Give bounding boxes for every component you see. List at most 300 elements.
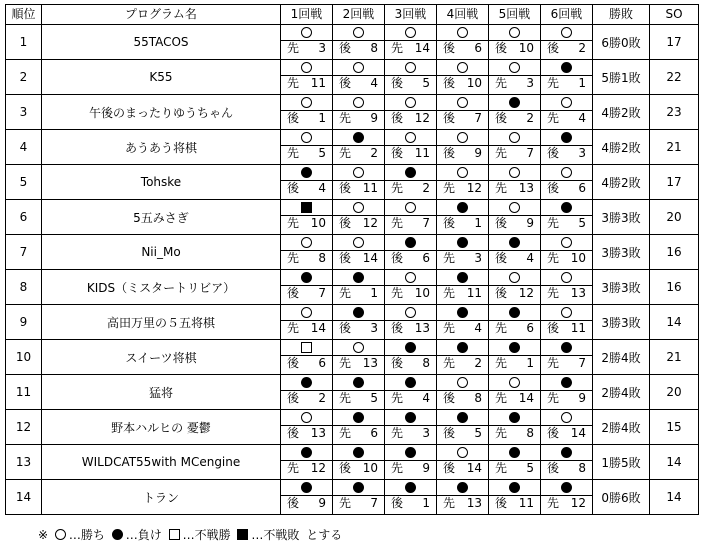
match-result bbox=[541, 95, 592, 110]
turn-order: 後 bbox=[495, 41, 508, 55]
rank-cell: 7 bbox=[6, 235, 42, 270]
loss-dot-icon bbox=[353, 307, 364, 318]
match-result bbox=[489, 165, 540, 180]
opponent-rank: 5 bbox=[370, 391, 378, 405]
rank-cell: 11 bbox=[6, 375, 42, 410]
loss-dot-icon bbox=[561, 342, 572, 353]
opponent-rank: 8 bbox=[578, 461, 586, 475]
match-result bbox=[437, 130, 488, 145]
opponent-info bbox=[541, 425, 592, 441]
opponent-rank: 11 bbox=[310, 76, 326, 90]
opponent-info bbox=[437, 355, 488, 371]
loss-dot-icon bbox=[509, 447, 520, 458]
opponent-info bbox=[437, 285, 488, 301]
opponent-rank: 13 bbox=[362, 356, 378, 370]
loss-dot-icon bbox=[509, 482, 520, 493]
match-cell bbox=[385, 305, 437, 340]
match-cell bbox=[385, 480, 437, 515]
match-cell bbox=[437, 25, 489, 60]
loss-dot-icon bbox=[457, 412, 468, 423]
match-cell bbox=[281, 375, 333, 410]
opponent-info bbox=[281, 285, 332, 301]
turn-order: 先 bbox=[443, 181, 456, 195]
turn-order: 後 bbox=[495, 286, 508, 300]
opponent-rank: 8 bbox=[422, 356, 430, 370]
legend-loss: …負け bbox=[125, 528, 162, 542]
match-cell bbox=[333, 60, 385, 95]
loss-dot-icon bbox=[509, 342, 520, 353]
opponent-info bbox=[281, 425, 332, 441]
opponent-rank: 12 bbox=[570, 496, 586, 510]
results-body bbox=[6, 25, 699, 515]
table-row bbox=[6, 375, 699, 410]
match-result bbox=[385, 375, 436, 390]
match-result bbox=[541, 25, 592, 40]
turn-order: 後 bbox=[443, 391, 456, 405]
win-circle-icon bbox=[561, 412, 572, 423]
match-result bbox=[385, 480, 436, 495]
turn-order: 後 bbox=[287, 426, 300, 440]
opponent-rank: 11 bbox=[466, 286, 482, 300]
record-cell: 4勝2敗 bbox=[593, 95, 650, 130]
opponent-rank: 3 bbox=[422, 426, 430, 440]
rank-cell: 13 bbox=[6, 445, 42, 480]
turn-order: 後 bbox=[443, 146, 456, 160]
loss-dot-icon bbox=[353, 272, 364, 283]
turn-order: 先 bbox=[495, 76, 508, 90]
program-name-cell: 55TACOS bbox=[42, 25, 281, 60]
match-result bbox=[281, 235, 332, 250]
program-name-cell: Tohske bbox=[42, 165, 281, 200]
match-result bbox=[489, 95, 540, 110]
legend-forfeit-loss: …不戦敗 bbox=[251, 528, 300, 542]
turn-order: 先 bbox=[547, 496, 560, 510]
turn-order: 後 bbox=[339, 181, 352, 195]
round-5-header: 5回戦 bbox=[489, 5, 541, 25]
match-result bbox=[385, 340, 436, 355]
opponent-rank: 4 bbox=[318, 181, 326, 195]
win-circle-icon bbox=[301, 27, 312, 38]
match-cell bbox=[541, 340, 593, 375]
opponent-info bbox=[489, 460, 540, 476]
match-cell bbox=[281, 200, 333, 235]
opponent-rank: 2 bbox=[370, 146, 378, 160]
win-circle-icon bbox=[561, 97, 572, 108]
win-circle-icon bbox=[509, 272, 520, 283]
match-result bbox=[333, 25, 384, 40]
opponent-rank: 8 bbox=[526, 426, 534, 440]
match-result bbox=[281, 270, 332, 285]
opponent-info bbox=[385, 215, 436, 231]
opponent-info bbox=[333, 355, 384, 371]
legend-win: …勝ち bbox=[68, 528, 105, 542]
opponent-info bbox=[281, 460, 332, 476]
so-cell: 15 bbox=[650, 410, 699, 445]
table-row bbox=[6, 445, 699, 480]
rank-cell: 12 bbox=[6, 410, 42, 445]
match-cell bbox=[333, 165, 385, 200]
turn-order: 後 bbox=[547, 41, 560, 55]
opponent-rank: 2 bbox=[318, 391, 326, 405]
match-cell bbox=[333, 95, 385, 130]
opponent-rank: 2 bbox=[526, 111, 534, 125]
win-circle-icon bbox=[509, 167, 520, 178]
match-result bbox=[437, 270, 488, 285]
opponent-info bbox=[385, 320, 436, 336]
match-cell bbox=[489, 235, 541, 270]
opponent-info bbox=[281, 495, 332, 511]
turn-order: 後 bbox=[391, 496, 404, 510]
opponent-info bbox=[541, 250, 592, 266]
turn-order: 先 bbox=[495, 181, 508, 195]
match-cell bbox=[333, 305, 385, 340]
win-circle-icon bbox=[561, 167, 572, 178]
loss-dot-icon bbox=[405, 342, 416, 353]
match-cell bbox=[385, 375, 437, 410]
legend-suffix: とする bbox=[306, 528, 343, 542]
loss-dot-icon bbox=[353, 482, 364, 493]
opponent-rank: 3 bbox=[578, 146, 586, 160]
table-row bbox=[6, 25, 699, 60]
loss-dot-icon bbox=[112, 529, 123, 540]
match-result bbox=[489, 200, 540, 215]
opponent-rank: 9 bbox=[578, 391, 586, 405]
legend-footnote bbox=[38, 526, 345, 543]
turn-order: 先 bbox=[339, 286, 352, 300]
opponent-info bbox=[333, 250, 384, 266]
opponent-rank: 10 bbox=[310, 216, 326, 230]
forfeit-loss-square-icon bbox=[301, 202, 312, 213]
opponent-rank: 5 bbox=[474, 426, 482, 440]
match-result bbox=[489, 480, 540, 495]
program-name-cell: WILDCAT55with MCengine bbox=[42, 445, 281, 480]
opponent-info bbox=[281, 145, 332, 161]
opponent-rank: 1 bbox=[526, 356, 534, 370]
loss-dot-icon bbox=[509, 237, 520, 248]
match-result bbox=[333, 270, 384, 285]
opponent-info bbox=[541, 180, 592, 196]
match-cell bbox=[385, 60, 437, 95]
loss-dot-icon bbox=[353, 132, 364, 143]
match-cell bbox=[437, 130, 489, 165]
opponent-rank: 9 bbox=[422, 461, 430, 475]
opponent-rank: 11 bbox=[414, 146, 430, 160]
rank-cell: 14 bbox=[6, 480, 42, 515]
opponent-rank: 14 bbox=[570, 426, 586, 440]
turn-order: 後 bbox=[339, 216, 352, 230]
match-cell bbox=[541, 235, 593, 270]
opponent-rank: 6 bbox=[526, 321, 534, 335]
turn-order: 後 bbox=[339, 251, 352, 265]
match-result bbox=[333, 60, 384, 75]
opponent-rank: 13 bbox=[518, 181, 534, 195]
match-result bbox=[489, 270, 540, 285]
record-cell: 2勝4敗 bbox=[593, 410, 650, 445]
program-name-cell: あうあう将棋 bbox=[42, 130, 281, 165]
opponent-rank: 10 bbox=[466, 76, 482, 90]
record-cell: 4勝2敗 bbox=[593, 165, 650, 200]
opponent-info bbox=[489, 145, 540, 161]
turn-order: 先 bbox=[547, 286, 560, 300]
win-circle-icon bbox=[353, 237, 364, 248]
loss-dot-icon bbox=[561, 482, 572, 493]
opponent-rank: 7 bbox=[474, 111, 482, 125]
match-result bbox=[281, 60, 332, 75]
loss-dot-icon bbox=[301, 272, 312, 283]
turn-order: 先 bbox=[495, 426, 508, 440]
match-result bbox=[333, 480, 384, 495]
win-circle-icon bbox=[561, 307, 572, 318]
turn-order: 先 bbox=[391, 461, 404, 475]
opponent-rank: 3 bbox=[474, 251, 482, 265]
turn-order: 先 bbox=[391, 426, 404, 440]
record-cell: 0勝6敗 bbox=[593, 480, 650, 515]
match-cell bbox=[385, 340, 437, 375]
opponent-info bbox=[541, 390, 592, 406]
opponent-info bbox=[541, 355, 592, 371]
win-circle-icon bbox=[353, 202, 364, 213]
opponent-rank: 4 bbox=[578, 111, 586, 125]
turn-order: 先 bbox=[495, 146, 508, 160]
loss-dot-icon bbox=[405, 412, 416, 423]
match-cell bbox=[333, 445, 385, 480]
win-circle-icon bbox=[457, 27, 468, 38]
match-cell bbox=[541, 305, 593, 340]
table-row bbox=[6, 410, 699, 445]
opponent-rank: 13 bbox=[414, 321, 430, 335]
match-cell bbox=[489, 60, 541, 95]
match-cell bbox=[541, 130, 593, 165]
win-circle-icon bbox=[301, 307, 312, 318]
opponent-info bbox=[437, 75, 488, 91]
opponent-info bbox=[437, 425, 488, 441]
opponent-rank: 9 bbox=[370, 111, 378, 125]
match-result bbox=[333, 410, 384, 425]
opponent-info bbox=[541, 75, 592, 91]
loss-dot-icon bbox=[405, 447, 416, 458]
opponent-rank: 11 bbox=[362, 181, 378, 195]
match-cell bbox=[541, 200, 593, 235]
opponent-rank: 7 bbox=[422, 216, 430, 230]
loss-dot-icon bbox=[405, 237, 416, 248]
record-cell: 4勝2敗 bbox=[593, 130, 650, 165]
opponent-info bbox=[333, 495, 384, 511]
turn-order: 先 bbox=[339, 111, 352, 125]
loss-dot-icon bbox=[457, 307, 468, 318]
opponent-rank: 2 bbox=[578, 41, 586, 55]
turn-order: 後 bbox=[339, 41, 352, 55]
turn-order: 先 bbox=[339, 146, 352, 160]
win-circle-icon bbox=[405, 272, 416, 283]
turn-order: 先 bbox=[287, 216, 300, 230]
match-result bbox=[437, 25, 488, 40]
match-cell bbox=[385, 200, 437, 235]
opponent-rank: 14 bbox=[466, 461, 482, 475]
match-cell bbox=[385, 165, 437, 200]
turn-order: 先 bbox=[339, 426, 352, 440]
match-result bbox=[333, 200, 384, 215]
match-cell bbox=[489, 445, 541, 480]
match-cell bbox=[541, 480, 593, 515]
match-result bbox=[281, 95, 332, 110]
opponent-rank: 9 bbox=[474, 146, 482, 160]
opponent-info bbox=[541, 495, 592, 511]
win-circle-icon bbox=[405, 62, 416, 73]
opponent-rank: 7 bbox=[526, 146, 534, 160]
turn-order: 後 bbox=[287, 391, 300, 405]
turn-order: 後 bbox=[339, 321, 352, 335]
opponent-rank: 14 bbox=[310, 321, 326, 335]
match-cell bbox=[385, 445, 437, 480]
program-name-cell: 高田万里の５五将棋 bbox=[42, 305, 281, 340]
opponent-rank: 9 bbox=[526, 216, 534, 230]
opponent-info bbox=[437, 495, 488, 511]
turn-order: 後 bbox=[391, 76, 404, 90]
match-cell bbox=[385, 25, 437, 60]
program-name-cell: Nii_Mo bbox=[42, 235, 281, 270]
so-cell: 17 bbox=[650, 165, 699, 200]
record-cell: 1勝5敗 bbox=[593, 445, 650, 480]
round-4-header: 4回戦 bbox=[437, 5, 489, 25]
match-cell bbox=[489, 25, 541, 60]
turn-order: 先 bbox=[495, 356, 508, 370]
rank-cell: 6 bbox=[6, 200, 42, 235]
match-cell bbox=[437, 375, 489, 410]
table-row bbox=[6, 340, 699, 375]
forfeit-loss-square-icon bbox=[237, 529, 248, 540]
legend-prefix: ※ bbox=[38, 527, 49, 542]
win-circle-icon bbox=[509, 62, 520, 73]
match-cell bbox=[281, 60, 333, 95]
turn-order: 後 bbox=[495, 111, 508, 125]
match-cell bbox=[489, 480, 541, 515]
opponent-rank: 2 bbox=[422, 181, 430, 195]
loss-dot-icon bbox=[301, 377, 312, 388]
opponent-rank: 1 bbox=[578, 76, 586, 90]
opponent-info bbox=[489, 75, 540, 91]
so-cell: 16 bbox=[650, 235, 699, 270]
loss-dot-icon bbox=[561, 132, 572, 143]
match-cell bbox=[437, 235, 489, 270]
match-cell bbox=[333, 130, 385, 165]
turn-order: 後 bbox=[287, 286, 300, 300]
match-cell bbox=[489, 340, 541, 375]
opponent-rank: 12 bbox=[362, 216, 378, 230]
match-result bbox=[281, 200, 332, 215]
opponent-rank: 7 bbox=[318, 286, 326, 300]
opponent-rank: 5 bbox=[526, 461, 534, 475]
match-result bbox=[437, 375, 488, 390]
win-circle-icon bbox=[301, 97, 312, 108]
match-cell bbox=[281, 410, 333, 445]
loss-dot-icon bbox=[405, 167, 416, 178]
opponent-info bbox=[333, 460, 384, 476]
opponent-info bbox=[489, 215, 540, 231]
turn-order: 先 bbox=[443, 286, 456, 300]
loss-dot-icon bbox=[457, 202, 468, 213]
win-circle-icon bbox=[405, 97, 416, 108]
opponent-info bbox=[385, 180, 436, 196]
match-result bbox=[385, 200, 436, 215]
loss-dot-icon bbox=[457, 237, 468, 248]
turn-order: 後 bbox=[443, 111, 456, 125]
match-result bbox=[489, 410, 540, 425]
opponent-info bbox=[333, 285, 384, 301]
match-cell bbox=[281, 25, 333, 60]
rank-cell: 8 bbox=[6, 270, 42, 305]
win-circle-icon bbox=[561, 237, 572, 248]
turn-order: 先 bbox=[391, 391, 404, 405]
match-cell bbox=[541, 410, 593, 445]
match-result bbox=[541, 60, 592, 75]
win-circle-icon bbox=[301, 132, 312, 143]
turn-order: 後 bbox=[287, 111, 300, 125]
rank-cell: 4 bbox=[6, 130, 42, 165]
win-circle-icon bbox=[353, 167, 364, 178]
match-cell bbox=[385, 410, 437, 445]
loss-dot-icon bbox=[301, 167, 312, 178]
opponent-info bbox=[437, 180, 488, 196]
turn-order: 後 bbox=[443, 461, 456, 475]
opponent-rank: 4 bbox=[422, 391, 430, 405]
opponent-info bbox=[281, 75, 332, 91]
turn-order: 先 bbox=[547, 111, 560, 125]
rank-cell: 10 bbox=[6, 340, 42, 375]
match-cell bbox=[489, 375, 541, 410]
opponent-info bbox=[489, 180, 540, 196]
opponent-info bbox=[437, 145, 488, 161]
match-result bbox=[437, 60, 488, 75]
turn-order: 後 bbox=[339, 461, 352, 475]
opponent-info bbox=[385, 75, 436, 91]
opponent-rank: 13 bbox=[310, 426, 326, 440]
match-cell bbox=[281, 305, 333, 340]
opponent-info bbox=[333, 40, 384, 56]
turn-order: 先 bbox=[287, 321, 300, 335]
rank-cell: 9 bbox=[6, 305, 42, 340]
match-result bbox=[385, 25, 436, 40]
opponent-info bbox=[333, 390, 384, 406]
opponent-info bbox=[333, 215, 384, 231]
so-cell: 20 bbox=[650, 200, 699, 235]
turn-order: 先 bbox=[547, 251, 560, 265]
table-row bbox=[6, 235, 699, 270]
match-cell bbox=[437, 340, 489, 375]
turn-order: 後 bbox=[391, 146, 404, 160]
opponent-info bbox=[489, 495, 540, 511]
opponent-rank: 3 bbox=[526, 76, 534, 90]
opponent-rank: 6 bbox=[474, 41, 482, 55]
record-cell: 3勝3敗 bbox=[593, 305, 650, 340]
loss-dot-icon bbox=[457, 272, 468, 283]
opponent-rank: 8 bbox=[370, 41, 378, 55]
turn-order: 後 bbox=[443, 41, 456, 55]
program-name-cell: 野本ハルヒの 憂鬱 bbox=[42, 410, 281, 445]
opponent-rank: 5 bbox=[318, 146, 326, 160]
match-result bbox=[489, 25, 540, 40]
match-cell bbox=[385, 130, 437, 165]
match-result bbox=[437, 235, 488, 250]
loss-dot-icon bbox=[561, 202, 572, 213]
so-cell: 14 bbox=[650, 305, 699, 340]
match-result bbox=[541, 375, 592, 390]
opponent-info bbox=[281, 355, 332, 371]
loss-dot-icon bbox=[561, 377, 572, 388]
opponent-info bbox=[385, 390, 436, 406]
table-row bbox=[6, 130, 699, 165]
opponent-rank: 4 bbox=[526, 251, 534, 265]
match-result bbox=[385, 95, 436, 110]
